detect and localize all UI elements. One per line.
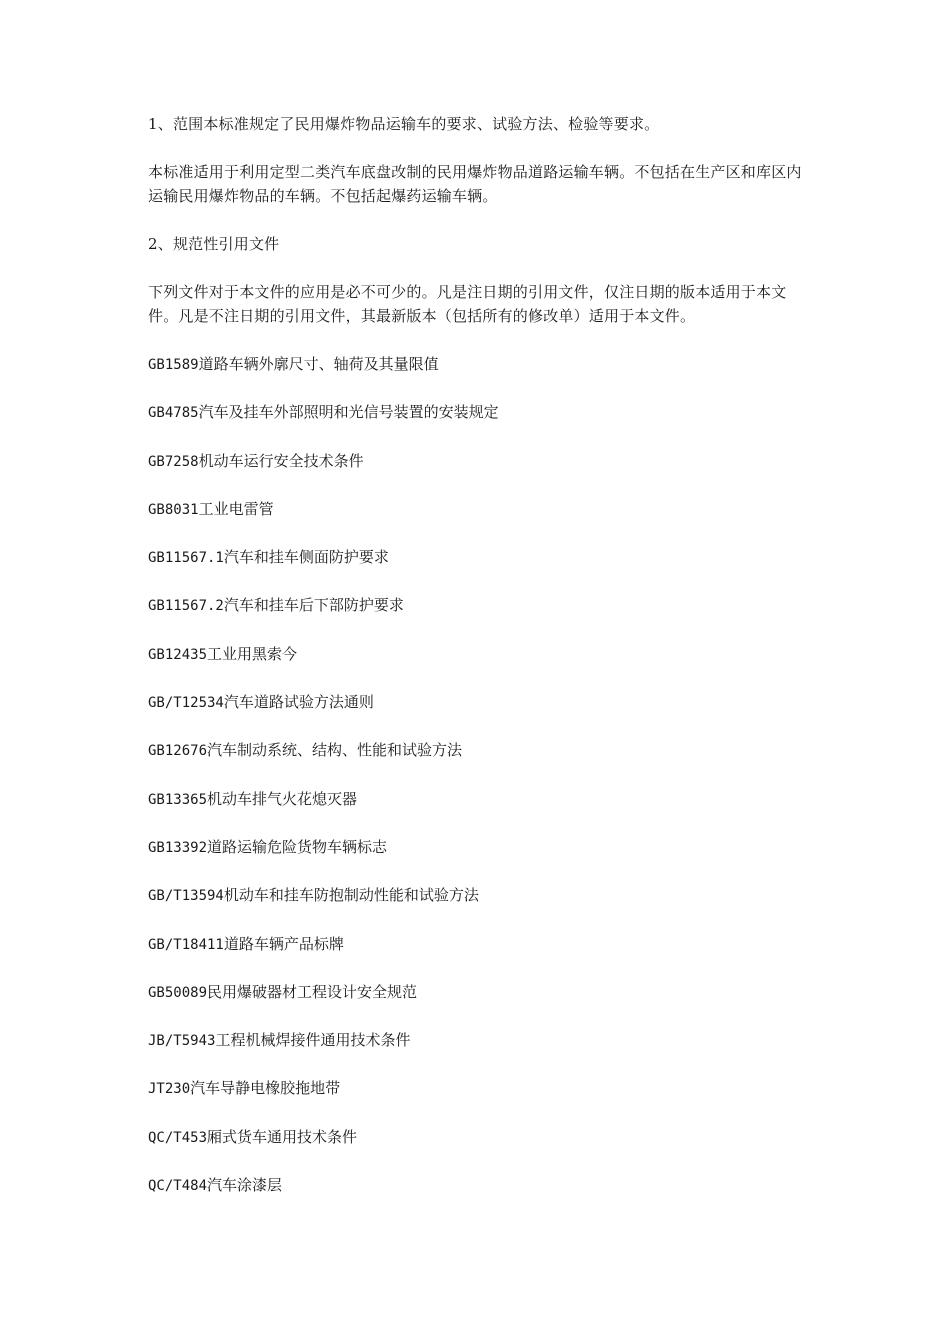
reference-item xyxy=(148,1028,808,1052)
reference-code: GB13365 xyxy=(148,791,208,808)
reference-item xyxy=(148,1125,808,1149)
document-page xyxy=(148,112,808,1221)
reference-item xyxy=(148,1173,808,1197)
section1-body: 本标准适用于利用定型二类汽车底盘改制的民用爆炸物品道路运输车辆。不包括在生产区和库区内运输民用爆炸物品的车辆。不包括起爆药运输车辆。 xyxy=(148,163,802,205)
reference-title: 汽车及挂车外部照明和光信号装置的安装规定 xyxy=(198,403,499,422)
reference-item xyxy=(148,835,808,859)
reference-list xyxy=(148,352,808,1197)
reference-title: 工业用黑索今 xyxy=(207,644,298,663)
reference-code: GB11567.1 xyxy=(148,550,224,567)
reference-item xyxy=(148,352,808,376)
reference-code: GB1589 xyxy=(148,357,199,373)
reference-title: 道路运输危险货物车辆标志 xyxy=(207,837,388,856)
reference-title: 机动车排气火花熄灭器 xyxy=(207,789,358,808)
section2-body: 下列文件对于本文件的应用是必不可少的。凡是注日期的引用文件，仅注日期的版本适用于本文件。凡是不注日期的引用文件，其最新版本（包括所有的修改单）适用于本文件。 xyxy=(148,283,787,325)
reference-item xyxy=(148,690,808,714)
reference-item xyxy=(148,449,808,473)
reference-item xyxy=(148,980,808,1004)
reference-code: GB4785 xyxy=(148,405,199,422)
reference-code: QC/T453 xyxy=(148,1129,208,1146)
reference-code: QC/T484 xyxy=(148,1178,208,1195)
reference-item xyxy=(148,787,808,811)
reference-code: JT230 xyxy=(148,1081,191,1098)
reference-item xyxy=(148,883,808,907)
reference-code: GB/T18411 xyxy=(148,936,224,953)
reference-item xyxy=(148,738,808,762)
reference-title: 工程机械焊接件通用技术条件 xyxy=(215,1031,411,1050)
reference-item xyxy=(148,497,808,521)
reference-title: 汽车和挂车后下部防护要求 xyxy=(223,596,404,615)
reference-item xyxy=(148,593,808,617)
reference-code: GB50089 xyxy=(148,984,208,1001)
reference-title: 机动车运行安全技术条件 xyxy=(198,451,364,470)
reference-code: GB12676 xyxy=(148,743,208,760)
reference-title: 道路车辆外廓尺寸、轴荷及其量限值 xyxy=(198,355,439,373)
section2-heading: 2、规范性引用文件 xyxy=(148,235,280,253)
reference-code: GB12435 xyxy=(148,646,208,663)
reference-title: 汽车涂漆层 xyxy=(207,1176,283,1195)
reference-item xyxy=(148,642,808,666)
section1-heading: 1、范围本标准规定了民用爆炸物品运输车的要求、试验方法、检验等要求。 xyxy=(148,115,660,133)
reference-item xyxy=(148,1076,808,1100)
reference-title: 道路车辆产品标牌 xyxy=(223,934,344,953)
reference-code: GB/T13594 xyxy=(148,888,224,905)
reference-title: 汽车导静电橡胶拖地带 xyxy=(190,1079,341,1098)
reference-item xyxy=(148,545,808,569)
reference-title: 机动车和挂车防抱制动性能和试验方法 xyxy=(223,886,479,905)
reference-title: 汽车制动系统、结构、性能和试验方法 xyxy=(207,741,463,760)
reference-title: 厢式货车通用技术条件 xyxy=(207,1127,358,1146)
reference-title: 汽车和挂车侧面防护要求 xyxy=(223,548,389,567)
reference-code: GB8031 xyxy=(148,501,199,518)
reference-code: GB/T12534 xyxy=(148,695,224,712)
reference-code: JB/T5943 xyxy=(148,1033,216,1050)
reference-title: 汽车道路试验方法通则 xyxy=(223,693,374,712)
reference-item xyxy=(148,932,808,956)
reference-title: 民用爆破器材工程设计安全规范 xyxy=(207,982,418,1001)
reference-title: 工业电雷管 xyxy=(198,499,274,518)
reference-code: GB11567.2 xyxy=(148,598,224,615)
reference-item xyxy=(148,400,808,424)
reference-code: GB13392 xyxy=(148,839,208,856)
reference-code: GB7258 xyxy=(148,453,199,470)
